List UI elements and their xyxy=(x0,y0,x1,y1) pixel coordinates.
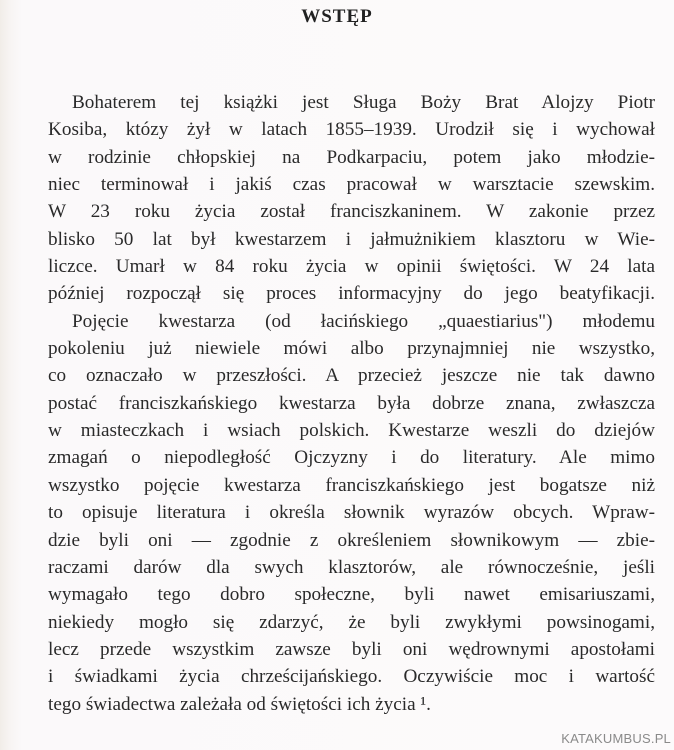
text-line: Pojęcie kwestarza (od łacińskiego „quaestiarius") młodemu xyxy=(72,310,655,332)
text-line: dzie byli oni — zgodnie z określeniem słownikowym — zbie- xyxy=(48,529,655,551)
text-line: pokoleniu już niewiele mówi albo przynajmniej nie wszystko, xyxy=(48,338,655,360)
text-line: niec terminował i jakiś czas pracował w warsztacie szewskim. xyxy=(48,174,655,196)
text-line: to opisuje literatura i określa słownik wyrazów obcych. Wpraw- xyxy=(48,502,655,524)
text-line: liczce. Umarł w 84 roku życia w opinii świętości. W 24 lata xyxy=(48,256,655,278)
text-line: blisko 50 lat był kwestarzem i jałmużnikiem klasztoru w Wie- xyxy=(48,228,655,250)
paragraph-2 xyxy=(48,308,655,718)
text-line: co oznaczało w przeszłości. A przecież jeszcze nie tak dawno xyxy=(48,365,655,387)
text-line: później rozpoczął się proces informacyjny do jego beatyfikacji. xyxy=(48,283,655,305)
text-line: w rodzinie chłopskiej na Podkarpaciu, potem jako młodzie- xyxy=(48,146,655,168)
text-line: zmagań o niepodległość Ojczyzny i do literatury. Ale mimo xyxy=(48,447,655,469)
watermark: KATAKUMBUS.PL xyxy=(561,731,671,746)
text-line: Bohaterem tej książki jest Sługa Boży Brat Alojzy Piotr xyxy=(72,92,655,113)
paragraph-1 xyxy=(48,89,655,308)
text-line: W 23 roku życia został franciszkaninem. W zakonie przez xyxy=(48,201,655,223)
text-line: raczami darów dla swych klasztorów, ale równocześnie, jeśli xyxy=(48,556,655,578)
text-line: wszystko pojęcie kwestarza franciszkańskiego jest bogatsze niż xyxy=(48,474,655,496)
body-text xyxy=(48,89,655,718)
chapter-heading: WSTĘP xyxy=(301,6,373,27)
text-line: tego świadectwa zależała od świętości ich życia ¹. xyxy=(48,693,431,715)
text-line: Kosiba, któzy żył w latach 1855–1939. Urodził się i wychował xyxy=(48,119,655,141)
text-line: lecz przede wszystkim zawsze byli oni wędrownymi apostołami xyxy=(48,638,655,660)
text-line: postać franciszkańskiego kwestarza była dobrze znana, zwłaszcza xyxy=(48,392,655,414)
text-line: wymagało tego dobro społeczne, byli nawet emisariuszami, xyxy=(48,584,655,606)
text-line: niekiedy mogło się zdarzyć, że byli zwykłymi powsinogami, xyxy=(48,611,655,633)
text-line: w miasteczkach i wsiach polskich. Kwestarze weszli do dziejów xyxy=(48,420,655,442)
text-line: i świadkami życia chrześcijańskiego. Oczywiście moc i wartość xyxy=(48,666,655,688)
